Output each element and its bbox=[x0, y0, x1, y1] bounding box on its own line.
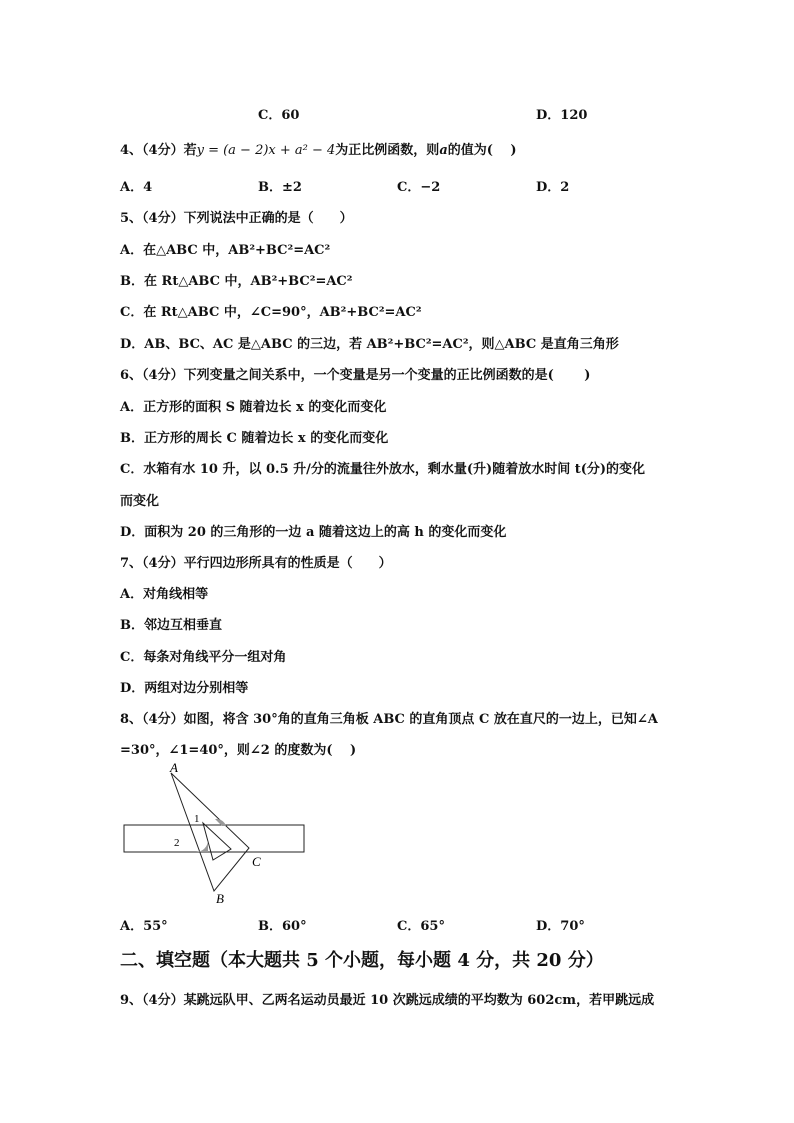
q6-option-d: D．面积为 20 的三角形的一边 a 随着这边上的高 h 的变化而变化 bbox=[120, 525, 507, 540]
q4-option-a: A．4 bbox=[120, 180, 153, 195]
q3-option-d: D．120 bbox=[536, 108, 588, 123]
label-2: 2 bbox=[174, 837, 180, 849]
q3-option-c: C．60 bbox=[258, 108, 300, 123]
q4-prefix: 4、（4分）若 bbox=[120, 143, 197, 158]
q5-option-b: B．在 Rt△ABC 中，AB²+BC²=AC² bbox=[120, 274, 353, 289]
q4-formula: y = (a − 2)x + a² − 4 bbox=[196, 143, 336, 158]
q8-figure bbox=[118, 760, 318, 910]
q8-stem-line1: 8、（4分）如图，将含 30°角的直角三角板 ABC 的直角顶点 C 放在直尺的一边上，已知∠A bbox=[120, 712, 658, 727]
q8-stem-line2: =30°，∠1=40°，则∠2 的度数为( ) bbox=[120, 743, 357, 758]
q8-option-c: C．65° bbox=[397, 919, 445, 934]
triangle-inner bbox=[203, 823, 231, 860]
q6-option-a: A．正方形的面积 S 随着边长 x 的变化而变化 bbox=[120, 400, 387, 415]
q6-option-b: B．正方形的周长 C 随着边长 x 的变化而变化 bbox=[120, 431, 389, 446]
q7-option-a: A．对角线相等 bbox=[120, 587, 209, 602]
triangle-abc bbox=[171, 773, 249, 891]
q4-option-d: D．2 bbox=[536, 180, 570, 195]
q5-option-c: C．在 Rt△ABC 中，∠C=90°，AB²+BC²=AC² bbox=[120, 305, 422, 320]
label-c: C bbox=[252, 854, 261, 869]
q5-stem: 5、（4分）下列说法中正确的是（ ） bbox=[120, 211, 353, 226]
q4-option-c: C．−2 bbox=[397, 180, 441, 195]
ruler bbox=[124, 825, 304, 852]
q8-option-b: B．60° bbox=[258, 919, 307, 934]
q8-option-a: A．55° bbox=[120, 919, 168, 934]
label-b: B bbox=[216, 891, 224, 906]
q4-suffix2: 的值为( ) bbox=[447, 143, 517, 158]
label-1: 1 bbox=[194, 813, 200, 825]
q7-option-d: D．两组对边分别相等 bbox=[120, 681, 249, 696]
q6-stem: 6、（4分）下列变量之间关系中，一个变量是另一个变量的正比例函数的是( ) bbox=[120, 368, 591, 383]
q7-stem: 7、（4分）平行四边形所具有的性质是（ ） bbox=[120, 556, 392, 571]
q6-option-c-line1: C．水箱有水 10 升，以 0.5 升/分的流量往外放水，剩水量(升)随着放水时间 t(分)的变化 bbox=[120, 462, 646, 477]
q8-option-d: D．70° bbox=[536, 919, 585, 934]
label-a: A bbox=[170, 760, 178, 775]
q5-option-d: D．AB、BC、AC 是△ABC 的三边，若 AB²+BC²=AC²，则△ABC 是直角三角形 bbox=[120, 337, 619, 352]
q4-option-b: B．±2 bbox=[258, 180, 302, 195]
q4-var: a bbox=[439, 143, 448, 158]
q9-stem: 9、（4分）某跳远队甲、乙两名运动员最近 10 次跳远成绩的平均数为 602cm，若甲跳远成 bbox=[120, 993, 655, 1008]
q7-option-c: C．每条对角线平分一组对角 bbox=[120, 650, 287, 665]
q6-option-c-line2: 而变化 bbox=[120, 494, 160, 509]
section-2-title: 二、填空题（本大题共 5 个小题，每小题 4 分，共 20 分） bbox=[120, 950, 604, 971]
q7-option-b: B．邻边互相垂直 bbox=[120, 618, 222, 633]
q4-suffix: 为正比例函数，则 bbox=[335, 143, 440, 158]
q4-stem bbox=[120, 139, 517, 158]
q5-option-a: A．在△ABC 中，AB²+BC²=AC² bbox=[120, 243, 331, 258]
